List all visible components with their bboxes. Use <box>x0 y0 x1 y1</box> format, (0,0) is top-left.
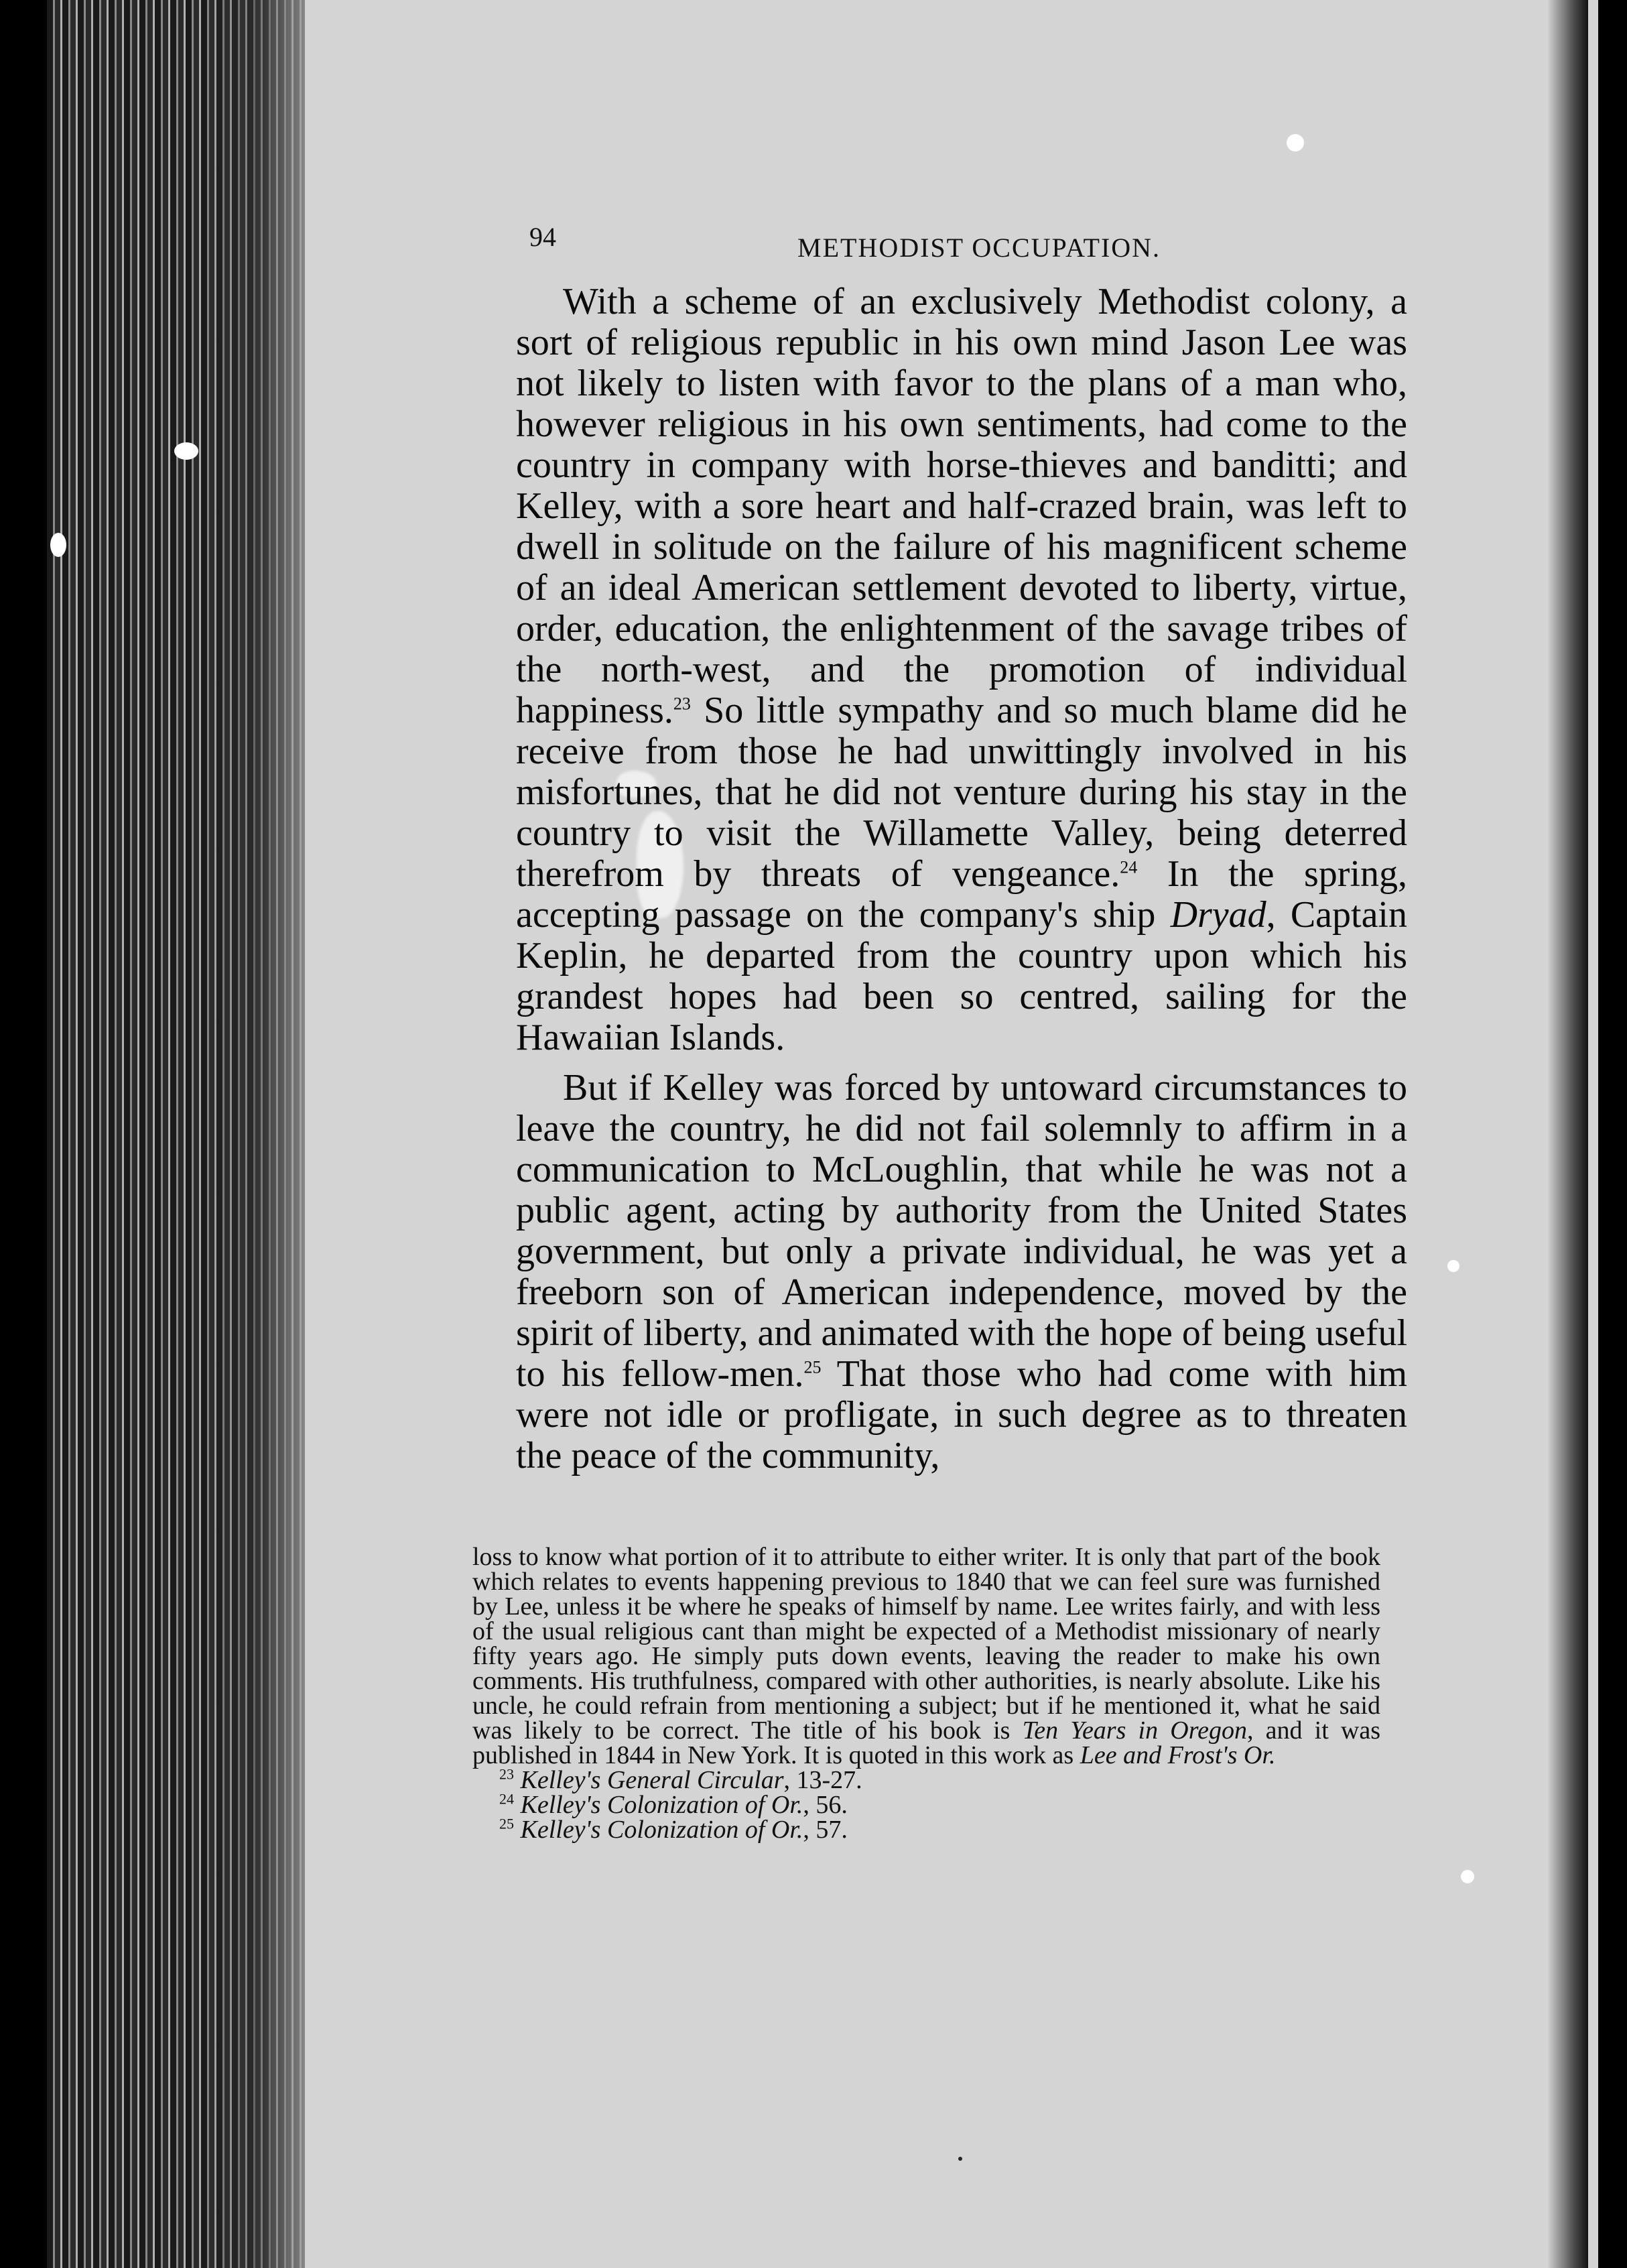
footnote-ref: 25 <box>803 1357 822 1377</box>
footnote-number: 23 <box>499 1765 514 1783</box>
text-run: In the spring, accepting passage on the company's ship <box>516 853 1408 936</box>
footnote-item <box>472 1815 1380 1844</box>
page-number: 94 <box>529 222 556 252</box>
footnote-page: , 56. <box>803 1791 848 1819</box>
footnote-source: Kelley's Colonization of Or. <box>514 1791 803 1819</box>
scan-speck <box>1461 1870 1474 1883</box>
footnotes <box>472 1545 1380 1842</box>
ink-dot <box>958 2157 962 2161</box>
footnote-number: 24 <box>499 1790 514 1808</box>
footnote-ref: 23 <box>673 694 691 714</box>
running-head: METHODIST OCCUPATION. <box>797 233 1161 263</box>
right-page-edge <box>1548 0 1588 2268</box>
scan-speck <box>174 442 198 460</box>
footnote-item <box>472 1790 1380 1819</box>
footnote-page: , 57. <box>803 1816 848 1844</box>
text-run: So little sympathy and so much blame did he receive from those he had unwittingly involved in his misfortunes, that he did not venture during his stay in the country to visit the Willamette Valley, being deterred therefrom by threats of vengeance. <box>516 690 1407 895</box>
footnote-continuation <box>472 1545 1380 1768</box>
footnote-list <box>472 1765 1380 1844</box>
footnote-source: Kelley's General Circular <box>514 1766 784 1794</box>
italic-text: Lee and Frost's Or. <box>1080 1741 1276 1769</box>
scan-speck <box>1447 1260 1459 1272</box>
footnote-source: Kelley's Colonization of Or. <box>514 1816 803 1844</box>
text-run: But if Kelley was forced by untoward circumstances to leave the country, he did not fail solemnly to affirm in a communication to McLoughlin, that while he was not a public agent, acting by authority from the United States government, but only a private individual, he was yet a freeborn son of American independence, moved by the spirit of liberty, and animated with the hope of being useful to his fellow-men. <box>516 1067 1407 1395</box>
text-run: That those who had come with him were not idle or profligate, in such degree as to threaten the peace of the community, <box>516 1353 1407 1476</box>
footnote-item <box>472 1765 1380 1794</box>
gutter-shadow <box>201 0 315 2268</box>
text-run: , and it was published in 1844 in New York. It is quoted in this work as <box>472 1716 1381 1769</box>
footnote-number: 25 <box>499 1815 514 1832</box>
scan-speck <box>1287 134 1304 151</box>
footnote-page: , 13-27. <box>783 1766 862 1794</box>
text-run: , Captain Keplin, he departed from the country upon which his grandest hopes had been so centred, sailing for the Hawaiian Islands. <box>516 894 1407 1058</box>
scan-speck <box>50 533 66 557</box>
text-run: With a scheme of an exclusively Methodist colony, a sort of religious republic in his own mind Jason Lee was not likely to listen with favor to the plans of a man who, however religious in his own sentiments, had come to the country in company with horse-thieves and banditti; and Kelley, with a sore heart and half-crazed brain, was left to dwell in solitude on the failure of his magnificent scheme of an ideal American settlement devoted to liberty, virtue, order, education, the enlightenment of the savage tribes of the north-west, and the promotion of individual happiness. <box>516 281 1407 731</box>
footnote-ref: 24 <box>1120 857 1138 877</box>
paragraph <box>516 1068 1407 1476</box>
body-text <box>516 281 1407 1476</box>
paragraph <box>516 281 1407 1058</box>
italic-text: Dryad <box>1170 894 1266 936</box>
italic-text: Ten Years in Oregon <box>1022 1716 1247 1745</box>
text-run: loss to know what portion of it to attribute to either writer. It is only that part of the book which relates to events happening previous to 1840 that we can feel sure was furnished by Lee, unless it be where he speaks of himself by name. Lee writes fairly, and with less of the usual religious cant than might be expected of a Methodist missionary of nearly fifty years ago. He simply puts down events, leaving the reader to make his own comments. His truthfulness, compared with other authorities, is nearly absolute. Like his uncle, he could refrain from mentioning a subject; but if he mentioned it, what he said was likely to be correct. The title of his book is <box>472 1543 1380 1745</box>
